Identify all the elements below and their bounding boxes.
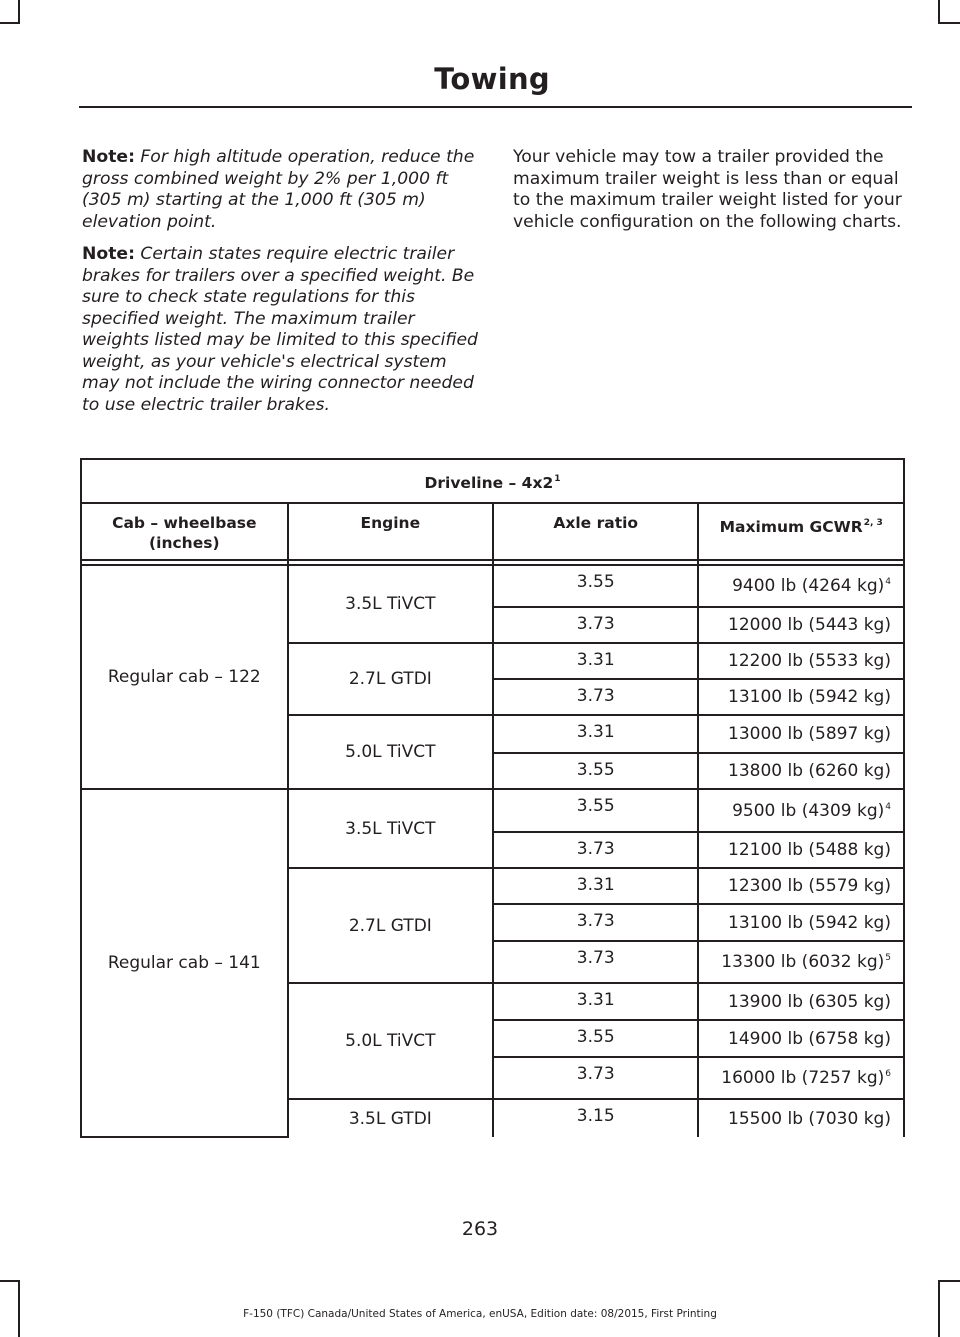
axle-ratio-cell: 3.73 bbox=[493, 904, 698, 941]
crop-mark bbox=[938, 0, 940, 24]
axle-ratio-cell: 3.31 bbox=[493, 643, 698, 679]
axle-ratio-cell: 3.55 bbox=[493, 1020, 698, 1057]
note-text: For high altitude operation, reduce the gross combined weight by 2% per 1,000 ft (305 m) starting at the 1,000 ft (305 m) elevation point. bbox=[82, 147, 475, 232]
cab-cell: Regular cab – 122 bbox=[81, 565, 288, 789]
page-number: 263 bbox=[461, 1218, 499, 1240]
towing-table bbox=[80, 458, 905, 1138]
header-gcwr: Maximum GCWR$^{2, 3}$ bbox=[698, 503, 904, 560]
table-header-row bbox=[81, 503, 904, 560]
engine-cell: 2.7L GTDI bbox=[288, 643, 493, 715]
axle-ratio-cell: 3.55 bbox=[493, 789, 698, 832]
gcwr-cell: 13000 lb (5897 kg) bbox=[698, 715, 904, 753]
table-row bbox=[81, 789, 904, 832]
axle-ratio-cell: 3.55 bbox=[493, 753, 698, 789]
crop-mark bbox=[0, 22, 20, 24]
gcwr-cell: 13100 lb (5942 kg) bbox=[698, 679, 904, 715]
axle-ratio-cell: 3.31 bbox=[493, 868, 698, 904]
note-text: Certain states require electric trailer brakes for trailers over a specified weight. Be sure to check state regulations for this specified weight. The maximum trailer weights listed may be limited to this specified weight, as your vehicle's electrical system may not include the wiring connector needed to use electric trailer brakes. bbox=[82, 244, 478, 415]
axle-ratio-cell: 3.73 bbox=[493, 832, 698, 868]
footer-text: F-150 (TFC) Canada/United States of America, enUSA, Edition date: 08/2015, First Printing bbox=[243, 1308, 717, 1320]
axle-ratio-cell: 3.55 bbox=[493, 565, 698, 607]
axle-ratio-cell: 3.73 bbox=[493, 607, 698, 643]
header-engine: Engine bbox=[288, 503, 493, 560]
engine-cell: 3.5L TiVCT bbox=[288, 789, 493, 868]
gcwr-cell: 13100 lb (5942 kg) bbox=[698, 904, 904, 941]
note-electric-brakes bbox=[82, 244, 480, 416]
crop-mark bbox=[940, 22, 960, 24]
gcwr-cell: 16000 lb (7257 kg)$^6$ bbox=[698, 1057, 904, 1099]
intro-paragraph: Your vehicle may tow a trailer provided the maximum trailer weight is less than or equal to the maximum trailer weight listed for your vehicle configuration on the following charts. bbox=[513, 147, 902, 232]
note-label: Note: bbox=[82, 147, 135, 167]
engine-cell: 3.5L TiVCT bbox=[288, 565, 493, 643]
gcwr-cell: 14900 lb (6758 kg) bbox=[698, 1020, 904, 1057]
gcwr-cell: 12000 lb (5443 kg) bbox=[698, 607, 904, 643]
gcwr-cell: 12200 lb (5533 kg) bbox=[698, 643, 904, 679]
axle-ratio-cell: 3.31 bbox=[493, 715, 698, 753]
gcwr-cell: 13800 lb (6260 kg) bbox=[698, 753, 904, 789]
axle-ratio-cell: 3.15 bbox=[493, 1099, 698, 1137]
axle-ratio-cell: 3.73 bbox=[493, 679, 698, 715]
left-column bbox=[82, 147, 480, 427]
table-title: Driveline – $4x2^1$ bbox=[81, 459, 904, 503]
gcwr-cell: 15500 lb (7030 kg) bbox=[698, 1099, 904, 1137]
header-rule bbox=[79, 106, 912, 108]
table-row bbox=[81, 565, 904, 607]
axle-ratio-cell: 3.73 bbox=[493, 1057, 698, 1099]
axle-ratio-cell: 3.31 bbox=[493, 983, 698, 1020]
gcwr-cell: 12300 lb (5579 kg) bbox=[698, 868, 904, 904]
right-column bbox=[513, 147, 909, 233]
gcwr-cell: 9400 lb (4264 kg)$^4$ bbox=[698, 565, 904, 607]
table-title-row bbox=[81, 459, 904, 503]
engine-cell: 5.0L TiVCT bbox=[288, 715, 493, 789]
note-label: Note: bbox=[82, 244, 135, 264]
header-axle-ratio: Axle ratio bbox=[493, 503, 698, 560]
gcwr-cell: 13300 lb (6032 kg)$^5$ bbox=[698, 941, 904, 983]
header-cab: Cab – wheelbase (inches) bbox=[81, 503, 288, 560]
page-title: Towing bbox=[434, 62, 550, 96]
cab-cell: Regular cab – 141 bbox=[81, 789, 288, 1137]
note-altitude bbox=[82, 147, 480, 233]
engine-cell: 2.7L GTDI bbox=[288, 868, 493, 983]
gcwr-cell: 9500 lb (4309 kg)$^4$ bbox=[698, 789, 904, 832]
gcwr-cell: 13900 lb (6305 kg) bbox=[698, 983, 904, 1020]
axle-ratio-cell: 3.73 bbox=[493, 941, 698, 983]
gcwr-cell: 12100 lb (5488 kg) bbox=[698, 832, 904, 868]
crop-mark bbox=[0, 1280, 20, 1282]
crop-mark bbox=[18, 0, 20, 24]
engine-cell: 3.5L GTDI bbox=[288, 1099, 493, 1137]
engine-cell: 5.0L TiVCT bbox=[288, 983, 493, 1099]
crop-mark bbox=[940, 1280, 960, 1282]
